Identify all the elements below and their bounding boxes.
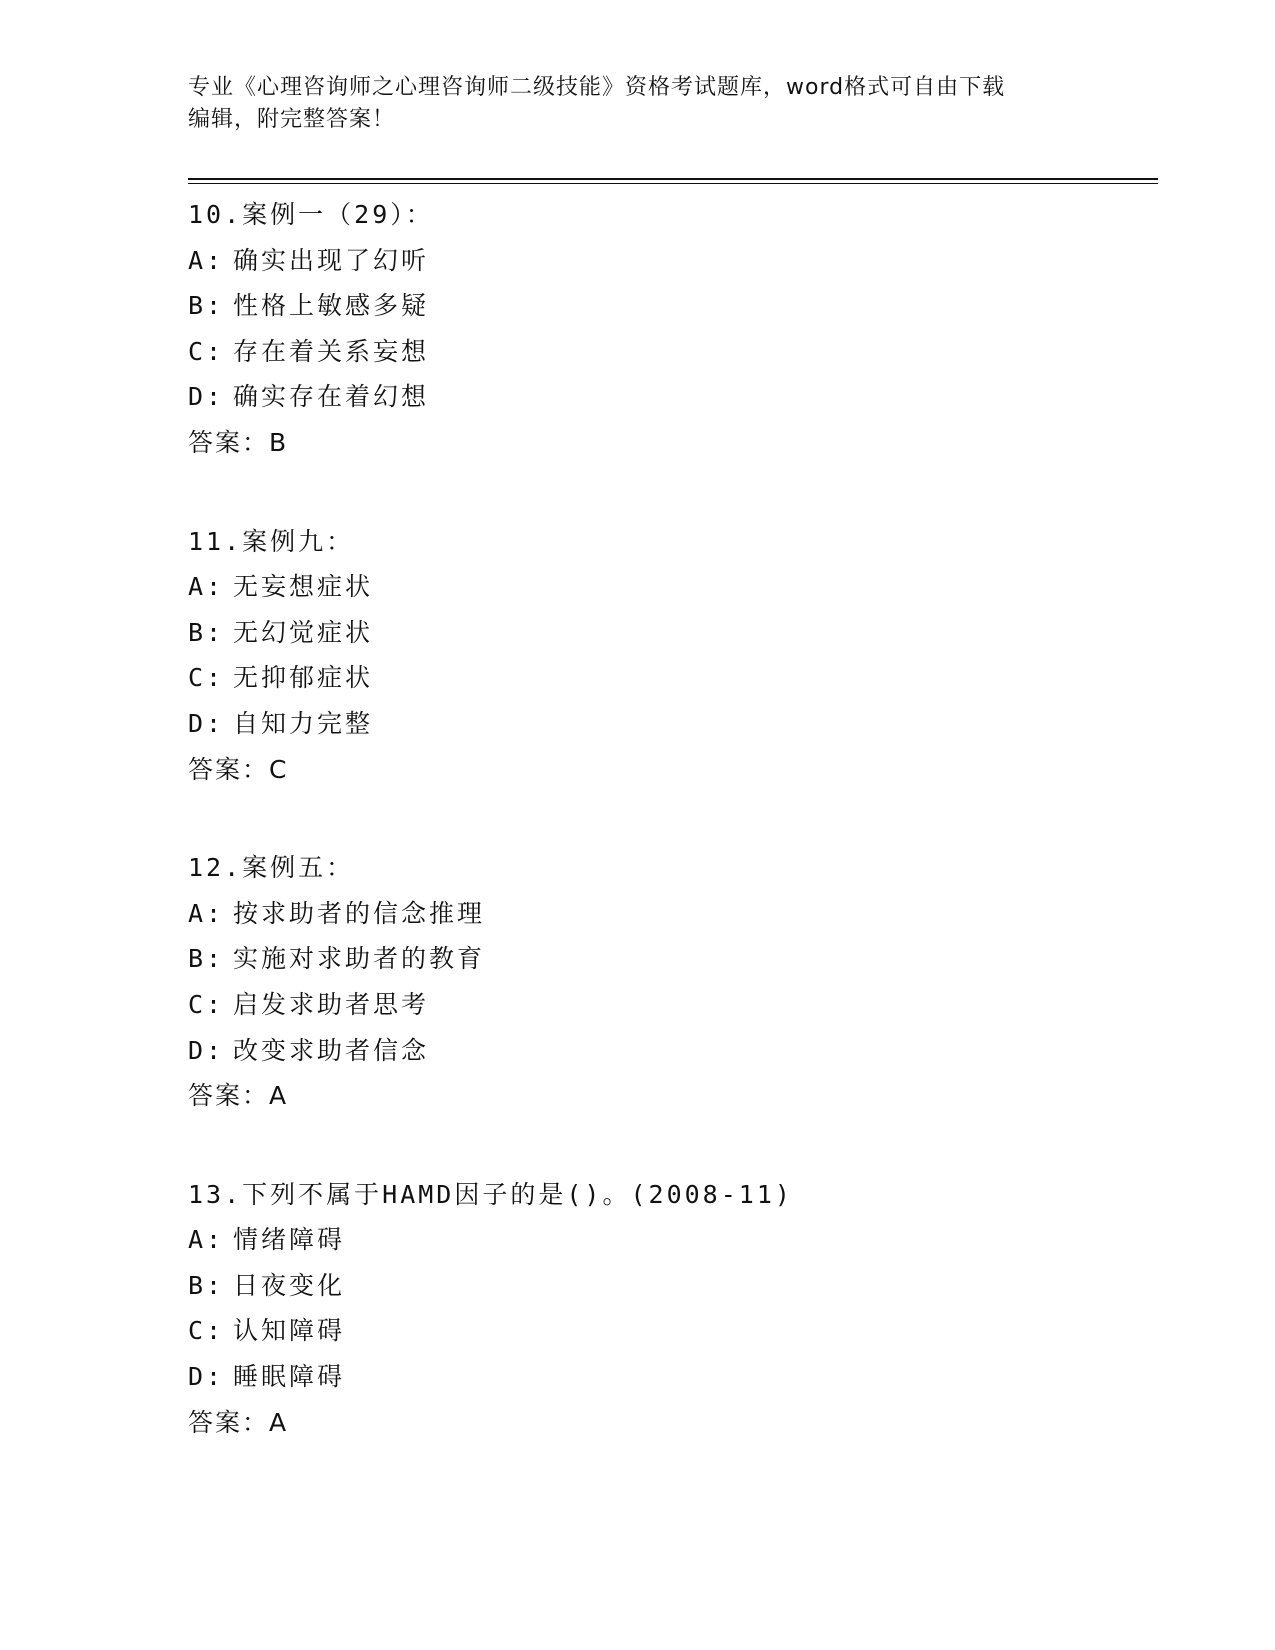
- question-item: [188, 845, 1148, 1119]
- option-text: 实施对求助者的教育: [233, 944, 486, 974]
- question-stem: 10.案例一（29）：: [188, 200, 434, 229]
- option-b: [188, 283, 1148, 329]
- option-a: [188, 564, 1148, 610]
- header-line-1: 专业《心理咨询师之心理咨询师二级技能》资格考试题库，word格式可自由下载: [188, 75, 1006, 100]
- option-key: C:: [188, 989, 225, 1019]
- option-text: 睡眠障碍: [233, 1362, 346, 1392]
- option-key: B:: [188, 291, 225, 321]
- answer-line: 答案：A: [188, 1081, 289, 1111]
- option-text: 自知力完整: [233, 708, 374, 738]
- option-text: 性格上敏感多疑: [233, 291, 430, 321]
- option-key: D:: [188, 1035, 225, 1065]
- header-line-2: 编辑，附完整答案！: [188, 107, 396, 132]
- option-c: [188, 1308, 1148, 1354]
- option-d: [188, 374, 1148, 420]
- option-c: [188, 655, 1148, 701]
- option-d: [188, 701, 1148, 747]
- question-item: [188, 1172, 1148, 1446]
- option-b: [188, 610, 1148, 656]
- option-key: C:: [188, 336, 225, 366]
- option-text: 确实出现了幻听: [233, 245, 430, 275]
- option-text: 启发求助者思考: [233, 989, 430, 1019]
- answer-line: 答案：B: [188, 427, 289, 457]
- option-text: 按求助者的信念推理: [233, 898, 486, 928]
- option-d: [188, 1028, 1148, 1074]
- option-c: [188, 982, 1148, 1028]
- question-item: [188, 192, 1148, 466]
- option-key: B:: [188, 944, 225, 974]
- document-header: [188, 72, 1088, 136]
- option-text: 日夜变化: [233, 1270, 346, 1300]
- option-key: A:: [188, 898, 225, 928]
- option-key: C:: [188, 663, 225, 693]
- option-key: D:: [188, 1362, 225, 1392]
- option-text: 无妄想症状: [233, 572, 374, 602]
- option-a: [188, 1217, 1148, 1263]
- question-stem: 13.下列不属于HAMD因子的是()。(2008-11): [188, 1179, 793, 1209]
- header-divider-thick: [188, 178, 1158, 180]
- option-b: [188, 936, 1148, 982]
- question-stem: 12.案例五：: [188, 853, 355, 883]
- option-text: 无幻觉症状: [233, 617, 374, 647]
- option-key: A:: [188, 1225, 225, 1255]
- option-text: 情绪障碍: [233, 1225, 346, 1255]
- option-d: [188, 1354, 1148, 1400]
- option-key: D:: [188, 708, 225, 738]
- option-key: A:: [188, 572, 225, 602]
- option-key: B:: [188, 617, 225, 647]
- answer-line: 答案：C: [188, 754, 289, 784]
- option-text: 无抑郁症状: [233, 663, 374, 693]
- option-text: 存在着关系妄想: [233, 336, 430, 366]
- option-c: [188, 329, 1148, 375]
- question-stem: 11.案例九：: [188, 526, 355, 556]
- option-key: D:: [188, 382, 225, 412]
- option-a: [188, 238, 1148, 284]
- option-b: [188, 1263, 1148, 1309]
- option-text: 认知障碍: [233, 1316, 346, 1346]
- question-item: [188, 519, 1148, 793]
- question-list: [188, 192, 1148, 1498]
- option-key: A:: [188, 245, 225, 275]
- option-key: B:: [188, 1270, 225, 1300]
- option-a: [188, 891, 1148, 937]
- header-divider-thin: [188, 183, 1158, 184]
- option-text: 确实存在着幻想: [233, 382, 430, 412]
- option-key: C:: [188, 1316, 225, 1346]
- option-text: 改变求助者信念: [233, 1035, 430, 1065]
- answer-line: 答案：A: [188, 1407, 289, 1437]
